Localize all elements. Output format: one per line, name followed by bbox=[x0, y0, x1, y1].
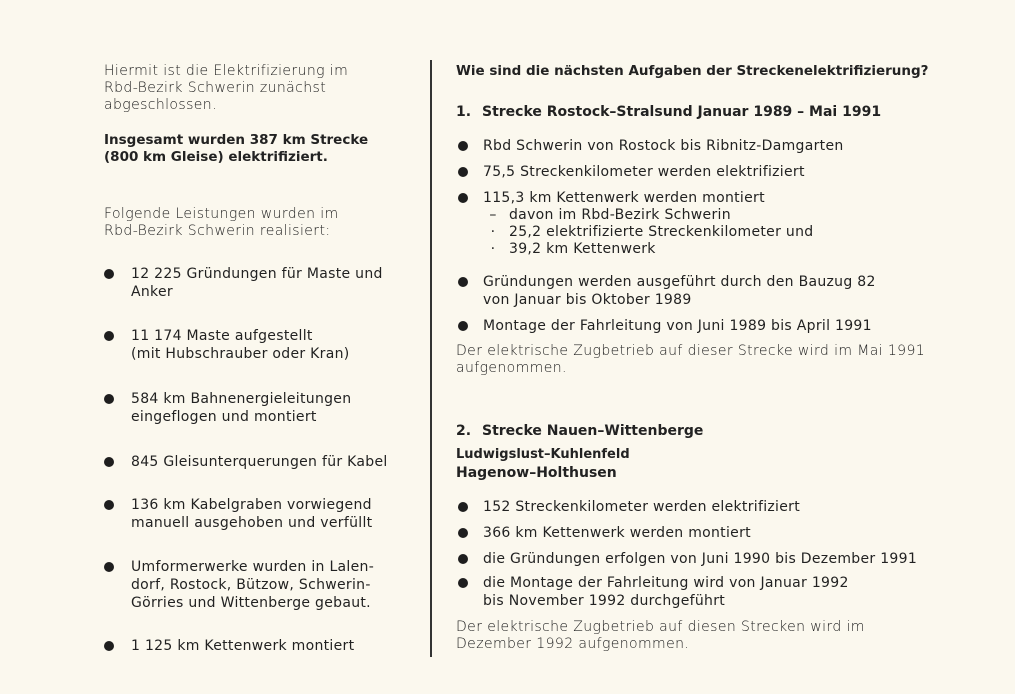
bullet-icon bbox=[104, 331, 114, 341]
list-item: Montage der Fahrleitung von Juni 1989 bis April 1991 bbox=[456, 317, 983, 335]
bullet-icon bbox=[104, 457, 114, 467]
sub-item-dot: · 39,2 km Kettenwerk bbox=[490, 241, 656, 257]
bullet-icon bbox=[458, 193, 468, 203]
section-question-heading: Wie sind die nächsten Aufgaben der Streckenelektrifizierung? bbox=[456, 63, 929, 79]
services-intro: Folgende Leistungen wurden im Rbd-Bezirk Schwerin realisiert: bbox=[104, 206, 339, 239]
list-item: 152 Streckenkilometer werden elektrifiziert bbox=[456, 498, 983, 516]
bullet-icon bbox=[458, 554, 468, 564]
bullet-icon bbox=[458, 502, 468, 512]
bullet-icon bbox=[104, 500, 114, 510]
bullet-icon bbox=[458, 528, 468, 538]
list-item: 584 km Bahnenergieleitungen eingeflogen und montiert bbox=[104, 390, 431, 426]
list-item: Umformerwerke wurden in Lalen- dorf, Rostock, Bützow, Schwerin- Görries und Wittenberge gebaut. bbox=[104, 558, 431, 612]
summary-text: Insgesamt wurden 387 km Strecke (800 km Gleise) elektrifiziert. bbox=[104, 132, 369, 165]
list-item: Rbd Schwerin von Rostock bis Ribnitz-Damgarten bbox=[456, 137, 983, 155]
bullet-icon bbox=[104, 269, 114, 279]
list-item: 136 km Kabelgraben vorwiegend manuell ausgehoben und verfüllt bbox=[104, 496, 431, 532]
sub-item-dash: – davon im Rbd-Bezirk Schwerin bbox=[489, 207, 731, 223]
bullet-icon bbox=[458, 167, 468, 177]
list-item: 11 174 Maste aufgestellt (mit Hubschrauber oder Kran) bbox=[104, 327, 431, 363]
bullet-icon bbox=[104, 641, 114, 651]
list-item: 75,5 Streckenkilometer werden elektrifiziert bbox=[456, 163, 983, 181]
intro-text: Hiermit ist die Elektrifizierung im Rbd-Bezirk Schwerin zunächst abgeschlossen. bbox=[104, 63, 349, 113]
bullet-icon bbox=[458, 578, 468, 588]
list-item: Gründungen werden ausgeführt durch den Bauzug 82 von Januar bis Oktober 1989 bbox=[456, 273, 983, 309]
bullet-icon bbox=[458, 277, 468, 287]
section2-subtitle: Ludwigslust–Kuhlenfeld bbox=[456, 447, 630, 462]
section1-note: Der elektrische Zugbetrieb auf dieser Strecke wird im Mai 1991 aufgenommen. bbox=[456, 343, 926, 376]
list-item: 12 225 Gründungen für Maste und Anker bbox=[104, 265, 431, 301]
sub-item-dot: · 25,2 elektrifizierte Streckenkilometer und bbox=[490, 224, 814, 240]
list-item: 366 km Kettenwerk werden montiert bbox=[456, 524, 983, 542]
section1-heading: 1. Strecke Rostock–Stralsund Januar 1989 – Mai 1991 bbox=[456, 104, 882, 120]
section2-note: Der elektrische Zugbetrieb auf diesen Strecken wird im Dezember 1992 aufgenommen. bbox=[456, 619, 865, 652]
list-item: 1 125 km Kettenwerk montiert bbox=[104, 637, 431, 655]
list-item: die Montage der Fahrleitung wird von Januar 1992 bis November 1992 durchgeführt bbox=[456, 574, 983, 610]
section2-subtitle: Hagenow–Holthusen bbox=[456, 465, 617, 481]
bullet-icon bbox=[458, 321, 468, 331]
list-item: 115,3 km Kettenwerk werden montiert – davon im Rbd-Bezirk Schwerin · 25,2 elektrifizierte Streckenkilometer und · 39,2 km Kettenwerk bbox=[456, 189, 983, 258]
bullet-icon bbox=[104, 394, 114, 404]
section2-heading: 2. Strecke Nauen–Wittenberge bbox=[456, 423, 704, 439]
bullet-icon bbox=[104, 562, 114, 572]
list-item: die Gründungen erfolgen von Juni 1990 bis Dezember 1991 bbox=[456, 550, 993, 568]
bullet-icon bbox=[458, 141, 468, 151]
list-item: 845 Gleisunterquerungen für Kabel bbox=[104, 453, 431, 471]
